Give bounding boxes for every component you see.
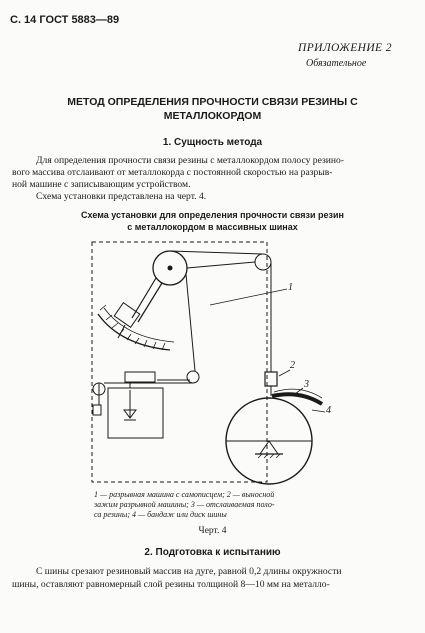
- leader-2: [279, 370, 290, 376]
- section-1-paragraph-line: Для определения прочности связи резины с металлокордом полосу резино-: [36, 155, 344, 166]
- disk-support: [260, 441, 278, 454]
- label-3: 3: [304, 379, 309, 390]
- machine-dashed-outline: [92, 242, 267, 482]
- appendix-title: ПРИЛОЖЕНИЕ 2: [298, 42, 392, 54]
- section-2-paragraph-line: шины, оставляют равномерный слой резины толщиной 8—10 мм на металло-: [12, 579, 330, 590]
- section-1-paragraph-line: ной машине с записывающим устройством.: [12, 179, 191, 190]
- figure-title-line-1: Схема установки для определения прочности связи резин: [81, 210, 344, 220]
- recorder-head: [125, 372, 155, 382]
- counterweight: [93, 405, 101, 415]
- cable-return: [187, 262, 255, 268]
- leader-4: [312, 410, 325, 412]
- section-1-heading: 1. Сущность метода: [162, 137, 263, 148]
- figure-number: Черт. 4: [198, 526, 227, 536]
- document-title-line-1: МЕТОД ОПРЕДЕЛЕНИЯ ПРОЧНОСТИ СВЯЗИ РЕЗИНЫ С: [67, 96, 358, 108]
- label-4: 4: [326, 405, 331, 416]
- section-2-heading: 2. Подготовка к испытанию: [144, 547, 281, 558]
- right-guide-pulley: [255, 254, 271, 270]
- lower-pulley-right: [187, 371, 199, 383]
- cable-lower-run: [186, 274, 195, 371]
- leader-1: [210, 289, 287, 305]
- page-header: С. 14 ГОСТ 5883—89: [10, 14, 120, 26]
- label-2: 2: [290, 360, 295, 371]
- cable-top: [170, 251, 263, 254]
- figure-caption-line: зажим разрывной машины; 3 — отслаиваемая поло-: [94, 500, 275, 509]
- clamp-head: [114, 303, 140, 328]
- section-2-paragraph-line: С шины срезают резиновый массив на дуге, равной 0,2 длины окружности: [36, 566, 342, 577]
- document-title-line-2: МЕТАЛЛОКОРДОМ: [163, 110, 262, 122]
- top-pulley-axle: [168, 266, 172, 270]
- section-1-paragraph-line: вого массива отслаивают от металлокорда с постоянной скоростью на разрыв-: [12, 167, 333, 178]
- figure-title-line-2: с металлокордом в массивных шинах: [127, 222, 298, 232]
- appendix-status: Обязательное: [306, 58, 367, 69]
- label-1: 1: [288, 282, 293, 293]
- section-1-paragraph-line: Схема установки представлена на черт. 4.: [36, 191, 207, 202]
- recorder-box: [108, 388, 163, 438]
- figure-caption-line: 1 — разрывная машина с самописцем; 2 — выносной: [94, 490, 275, 499]
- figure-caption-line: са резины; 4 — бандаж или диск шины: [94, 510, 227, 519]
